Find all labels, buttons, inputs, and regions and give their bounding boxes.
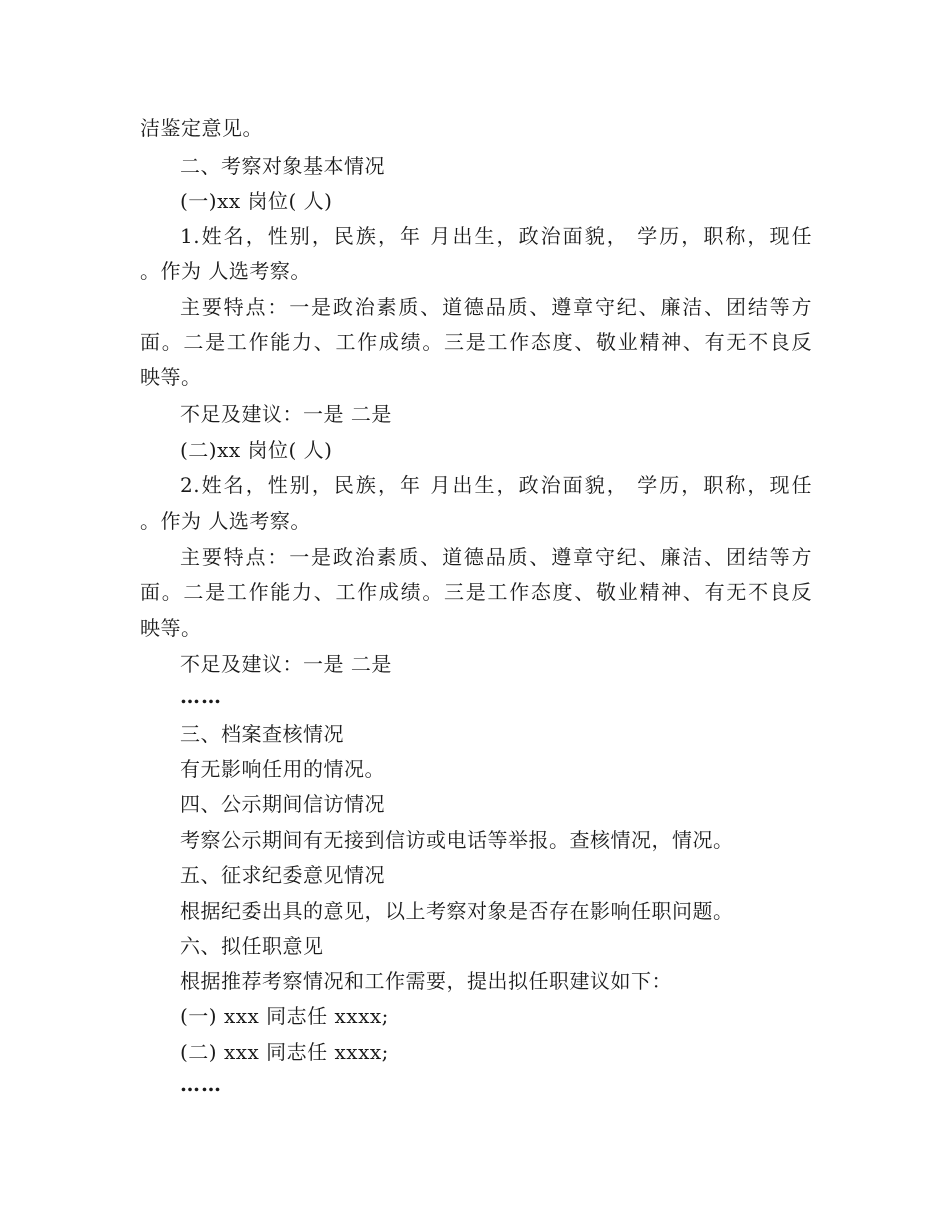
ellipsis: …… bbox=[180, 684, 222, 708]
sub-heading: (一)xx 岗位( 人) bbox=[180, 189, 333, 213]
text-line: 映等。 bbox=[140, 616, 202, 640]
text-line: 主要特点：一是政治素质、道德品质、遵章守纪、廉洁、团结等方 bbox=[180, 545, 812, 569]
section-heading: 三、档案查核情况 bbox=[180, 722, 344, 746]
sub-heading: (二)xx 岗位( 人) bbox=[180, 438, 333, 462]
text-line: 根据推荐考察情况和工作需要，提出拟任职建议如下： bbox=[180, 969, 672, 993]
text-line: 。作为 人选考察。 bbox=[140, 259, 311, 283]
text-line: 。作为 人选考察。 bbox=[140, 509, 311, 533]
list-item: (一) xxx 同志任 xxxx; bbox=[180, 1004, 389, 1028]
text-line: 映等。 bbox=[140, 365, 202, 389]
text-line: 1.姓名，性别，民族，年 月出生，政治面貌， 学历，职称，现任 bbox=[180, 224, 812, 248]
list-item: (二) xxx 同志任 xxxx; bbox=[180, 1040, 389, 1064]
text-line: 考察公示期间有无接到信访或电话等举报。查核情况，情况。 bbox=[180, 828, 734, 852]
text-line: 主要特点：一是政治素质、道德品质、遵章守纪、廉洁、团结等方 bbox=[180, 295, 812, 319]
text-line: 不足及建议：一是 二是 bbox=[180, 652, 392, 676]
section-heading: 二、考察对象基本情况 bbox=[180, 154, 385, 178]
text-line: 根据纪委出具的意见，以上考察对象是否存在影响任职问题。 bbox=[180, 899, 734, 923]
section-heading: 四、公示期间信访情况 bbox=[180, 792, 385, 816]
ellipsis: …… bbox=[180, 1072, 222, 1096]
text-line: 洁鉴定意见。 bbox=[140, 116, 263, 140]
text-line: 面。二是工作能力、工作成绩。三是工作态度、敬业精神、有无不良反 bbox=[140, 330, 812, 354]
text-line: 有无影响任用的情况。 bbox=[180, 757, 385, 781]
text-line: 不足及建议：一是 二是 bbox=[180, 402, 392, 426]
text-line: 面。二是工作能力、工作成绩。三是工作态度、敬业精神、有无不良反 bbox=[140, 580, 812, 604]
text-line: 2.姓名，性别，民族，年 月出生，政治面貌， 学历，职称，现任 bbox=[180, 473, 812, 497]
section-heading: 五、征求纪委意见情况 bbox=[180, 863, 385, 887]
section-heading: 六、拟任职意见 bbox=[180, 934, 324, 958]
